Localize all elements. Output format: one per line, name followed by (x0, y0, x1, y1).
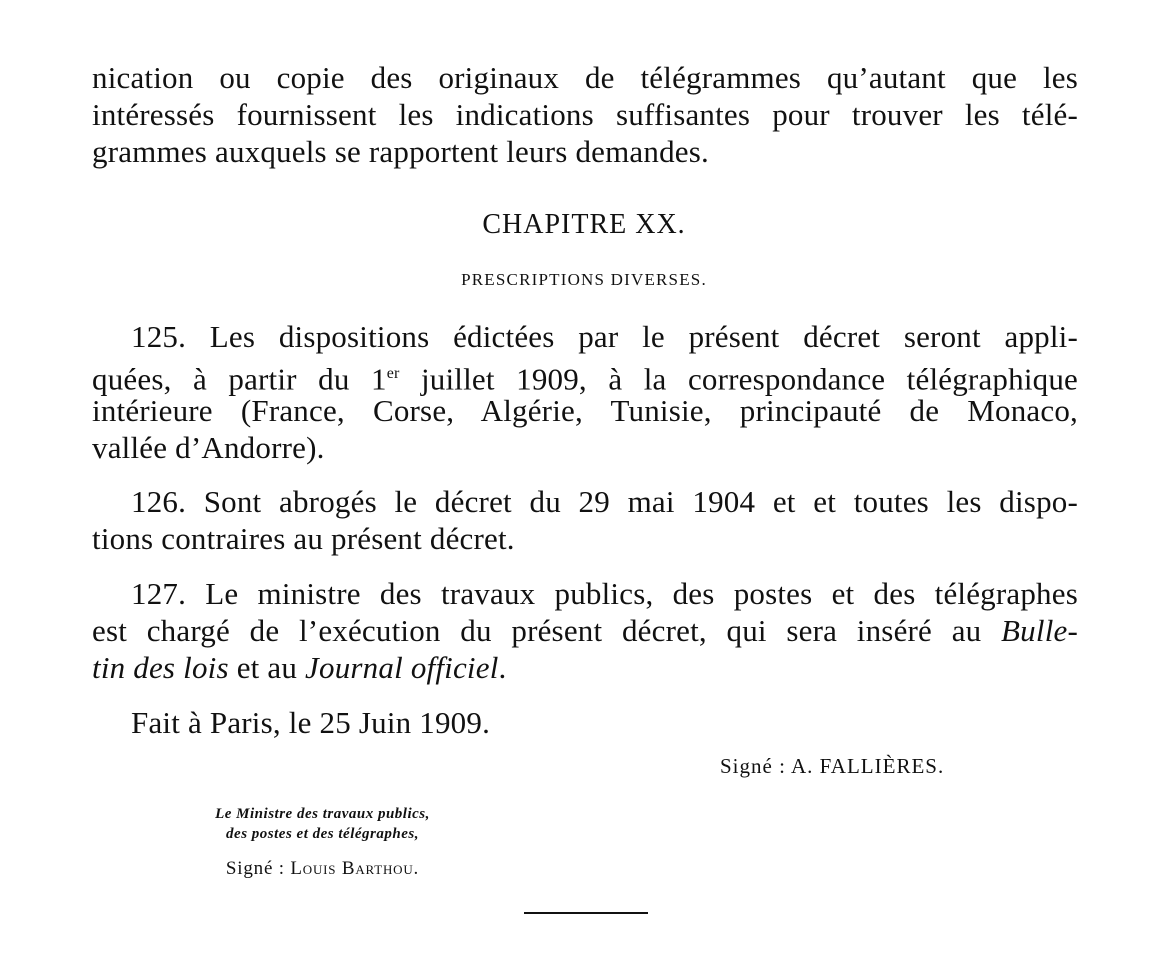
minister-title: Le Ministre des travaux publics, (215, 806, 430, 822)
minister-signature (150, 858, 495, 880)
paragraph-line: grammes auxquels se rapportent leurs demandes. (92, 134, 709, 169)
article-125-line: vallée d’Andorre). (92, 430, 325, 465)
article-127-text: est chargé de l’exécution du présent décret, qui sera inséré au (92, 613, 1002, 648)
chapter-subtitle: PRESCRIPTIONS DIVERSES. (461, 270, 707, 289)
article-125-line: 125. Les dispositions édictées par le présent décret seront appli- (131, 319, 1078, 354)
article-127-text: . (498, 650, 507, 685)
minister-title: des postes et des télégraphes, (226, 826, 419, 842)
article-126-line: 126. Sont abrogés le décret du 29 mai 1904 et et toutes les dispo- (131, 484, 1078, 519)
article-127-italic: Bulle- (1001, 613, 1078, 648)
chapter-title: CHAPITRE XX. (482, 209, 686, 240)
closing-rule (524, 912, 648, 914)
signed-prefix: Signé : (225, 858, 291, 879)
ordinal-superscript: er (386, 365, 400, 382)
article-127-italic: tin des lois (92, 650, 229, 685)
place-date: Fait à Paris, le 25 Juin 1909. (131, 705, 491, 740)
president-signature: Signé : A. FALLIÈRES. (720, 754, 945, 778)
article-127-line (92, 613, 1078, 649)
article-127-text: et au (228, 650, 306, 685)
article-125-line: intérieure (France, Corse, Algérie, Tunisie, principauté de Monaco, (92, 393, 1078, 428)
article-127-italic: Journal officiel (305, 650, 499, 685)
paragraph-line: nication ou copie des originaux de télégrammes qu’autant que les (92, 60, 1078, 95)
article-127-line (92, 650, 506, 686)
minister-name: Louis Barthou. (290, 858, 420, 879)
article-127-line: 127. Le ministre des travaux publics, des postes et des télégraphes (131, 576, 1078, 611)
paragraph-line: intéressés fournissent les indications suffisantes pour trouver les télé- (92, 97, 1078, 132)
article-125-line: quées, à partir du 1er juillet 1909, à la correspondance télégraphique (92, 361, 1078, 397)
article-126-line: tions contraires au présent décret. (92, 521, 515, 556)
